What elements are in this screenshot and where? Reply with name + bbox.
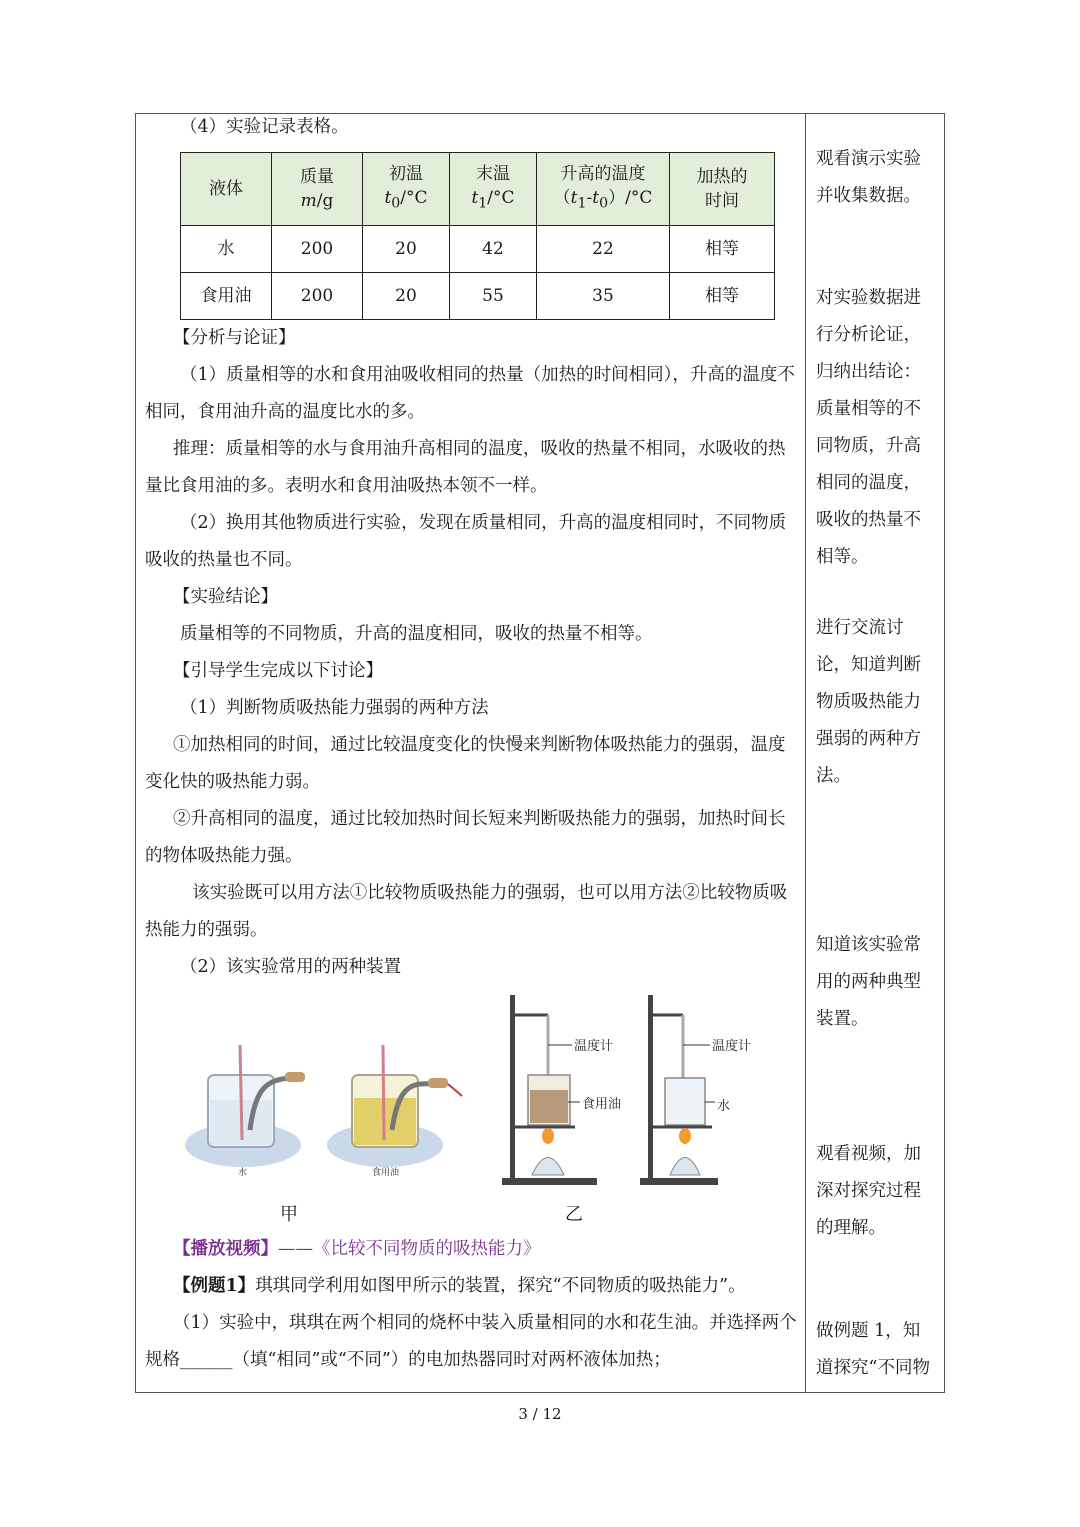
- th-t1: 末温 $t_1/^\circ C$: [450, 153, 537, 226]
- question-1: （1）实验中，琪琪在两个相同的烧杯中装入质量相同的水和花生油。并选择两个规格______（填“相同”或“不同”）的电加热器同时对两杯液体加热；: [145, 1313, 797, 1370]
- stand-rod-right: [648, 995, 653, 1180]
- table-row: [181, 273, 775, 320]
- label-thermo-left: 温度计: [574, 1039, 614, 1054]
- side-note-2: 对实验数据进行分析论证，归纳出结论：质量相等的不同物质，升高相同的温度，吸收的热量不相等。: [816, 288, 921, 567]
- cell: 35: [537, 273, 670, 320]
- h-guide: 【引导学生完成以下讨论】: [173, 661, 383, 681]
- water-label: 水: [238, 1168, 248, 1178]
- oil-label: 食用油: [372, 1168, 400, 1178]
- side-note-1: 观看演示实验并收集数据。: [816, 149, 921, 206]
- flame-right: [679, 1128, 691, 1144]
- cell: 相等: [670, 273, 775, 320]
- para-4: 质量相等的不同物质，升高的温度相同，吸收的热量不相等。: [180, 624, 653, 644]
- cell: 55: [450, 273, 537, 320]
- video-prefix: 【播放视频】: [173, 1239, 278, 1259]
- fig-label-yi: 乙: [565, 1204, 583, 1225]
- record-table: [180, 152, 775, 320]
- main-bottom: [145, 1231, 800, 1379]
- para-3: （2）换用其他物质进行实验，发现在质量相同，升高的温度相同时，不同物质吸收的热量也不同。: [145, 513, 787, 570]
- example-line: [145, 1268, 800, 1305]
- label-thermo-right: 温度计: [712, 1039, 752, 1054]
- beaker-right: [665, 1078, 705, 1125]
- apparatus-figure: [180, 990, 752, 1200]
- cell: 22: [537, 226, 670, 273]
- video-line: [145, 1231, 800, 1268]
- oil-plug: [428, 1078, 448, 1088]
- th-mass: 质量 m/g: [272, 153, 363, 226]
- para-8: 该实验既可以用方法①比较物质吸热能力的强弱，也可以用方法②比较物质吸热能力的强弱。: [145, 883, 788, 940]
- oil-fill: [530, 1090, 568, 1123]
- th-time: 加热的 时间: [670, 153, 775, 226]
- th-t0: 初温 $t_0/^\circ C$: [363, 153, 450, 226]
- cell: 相等: [670, 226, 775, 273]
- para-5: （1）判断物质吸热能力强弱的两种方法: [180, 698, 489, 718]
- para-7: ②升高相同的温度，通过比较加热时间长短来判断吸热能力的强弱，加热时间长的物体吸热能力强。: [145, 809, 786, 866]
- cell: 水: [181, 226, 272, 273]
- cell: 200: [272, 273, 363, 320]
- para-2: 推理：质量相等的水与食用油升高相同的温度，吸收的热量不相同，水吸收的热量比食用油的多。表明水和食用油吸热本领不一样。: [145, 439, 786, 496]
- water-thermometer: [240, 1045, 242, 1140]
- oil-thermometer: [383, 1045, 384, 1140]
- para-9: （2）该实验常用的两种装置: [180, 957, 402, 977]
- video-title: ——《比较不同物质的吸热能力》: [278, 1239, 541, 1259]
- para-1: （1）质量相等的水和食用油吸收相同的热量（加热的时间相同），升高的温度不相同，食用油升高的温度比水的多。: [145, 365, 795, 422]
- lamp-right: [670, 1158, 700, 1176]
- label-water: 水: [717, 1099, 731, 1114]
- column-divider: [805, 113, 806, 1393]
- cell: 20: [363, 226, 450, 273]
- oil-wire: [448, 1084, 462, 1096]
- side-note-6: 做例题 1，知道探究“不同物: [816, 1321, 930, 1378]
- water-plug: [285, 1072, 305, 1082]
- example-text: 琪琪同学利用如图甲所示的装置，探究“不同物质的吸热能力”。: [255, 1276, 746, 1296]
- table-row: [181, 226, 775, 273]
- h-analysis: 【分析与论证】: [173, 328, 296, 348]
- lamp-left: [532, 1158, 564, 1176]
- cell: 200: [272, 226, 363, 273]
- main-text: [145, 320, 800, 986]
- side-note-3: 进行交流讨论，知道判断物质吸热能力强弱的两种方法。: [816, 618, 921, 786]
- th-liquid-text: 液体: [209, 179, 243, 199]
- cell: 20: [363, 273, 450, 320]
- fig-label-jia: 甲: [280, 1204, 298, 1225]
- flame-left: [542, 1128, 554, 1144]
- side-note-4: 知道该实验常用的两种典型装置。: [816, 935, 921, 1029]
- stand-base-left: [502, 1178, 597, 1185]
- para-6: ①加热相同的时间，通过比较温度变化的快慢来判断物体吸热能力的强弱，温度变化快的吸热能力弱。: [145, 735, 786, 792]
- cell: 食用油: [181, 273, 272, 320]
- stand-rod-left: [510, 995, 515, 1180]
- side-note-5: 观看视频，加深对探究过程的理解。: [816, 1144, 921, 1238]
- cell: 42: [450, 226, 537, 273]
- main-column: [145, 113, 800, 146]
- example-tag: 【例题1】: [173, 1276, 256, 1296]
- table-caption: （4）实验记录表格。: [180, 117, 349, 137]
- label-oil: 食用油: [582, 1097, 622, 1112]
- page-number: 3 / 12: [518, 1405, 562, 1423]
- h-conclusion: 【实验结论】: [173, 587, 278, 607]
- th-rise: 升高的温度 $(t_1-t_0)/^\circ C$: [537, 153, 670, 226]
- th-liquid: [181, 153, 272, 226]
- stand-base-right: [640, 1178, 718, 1185]
